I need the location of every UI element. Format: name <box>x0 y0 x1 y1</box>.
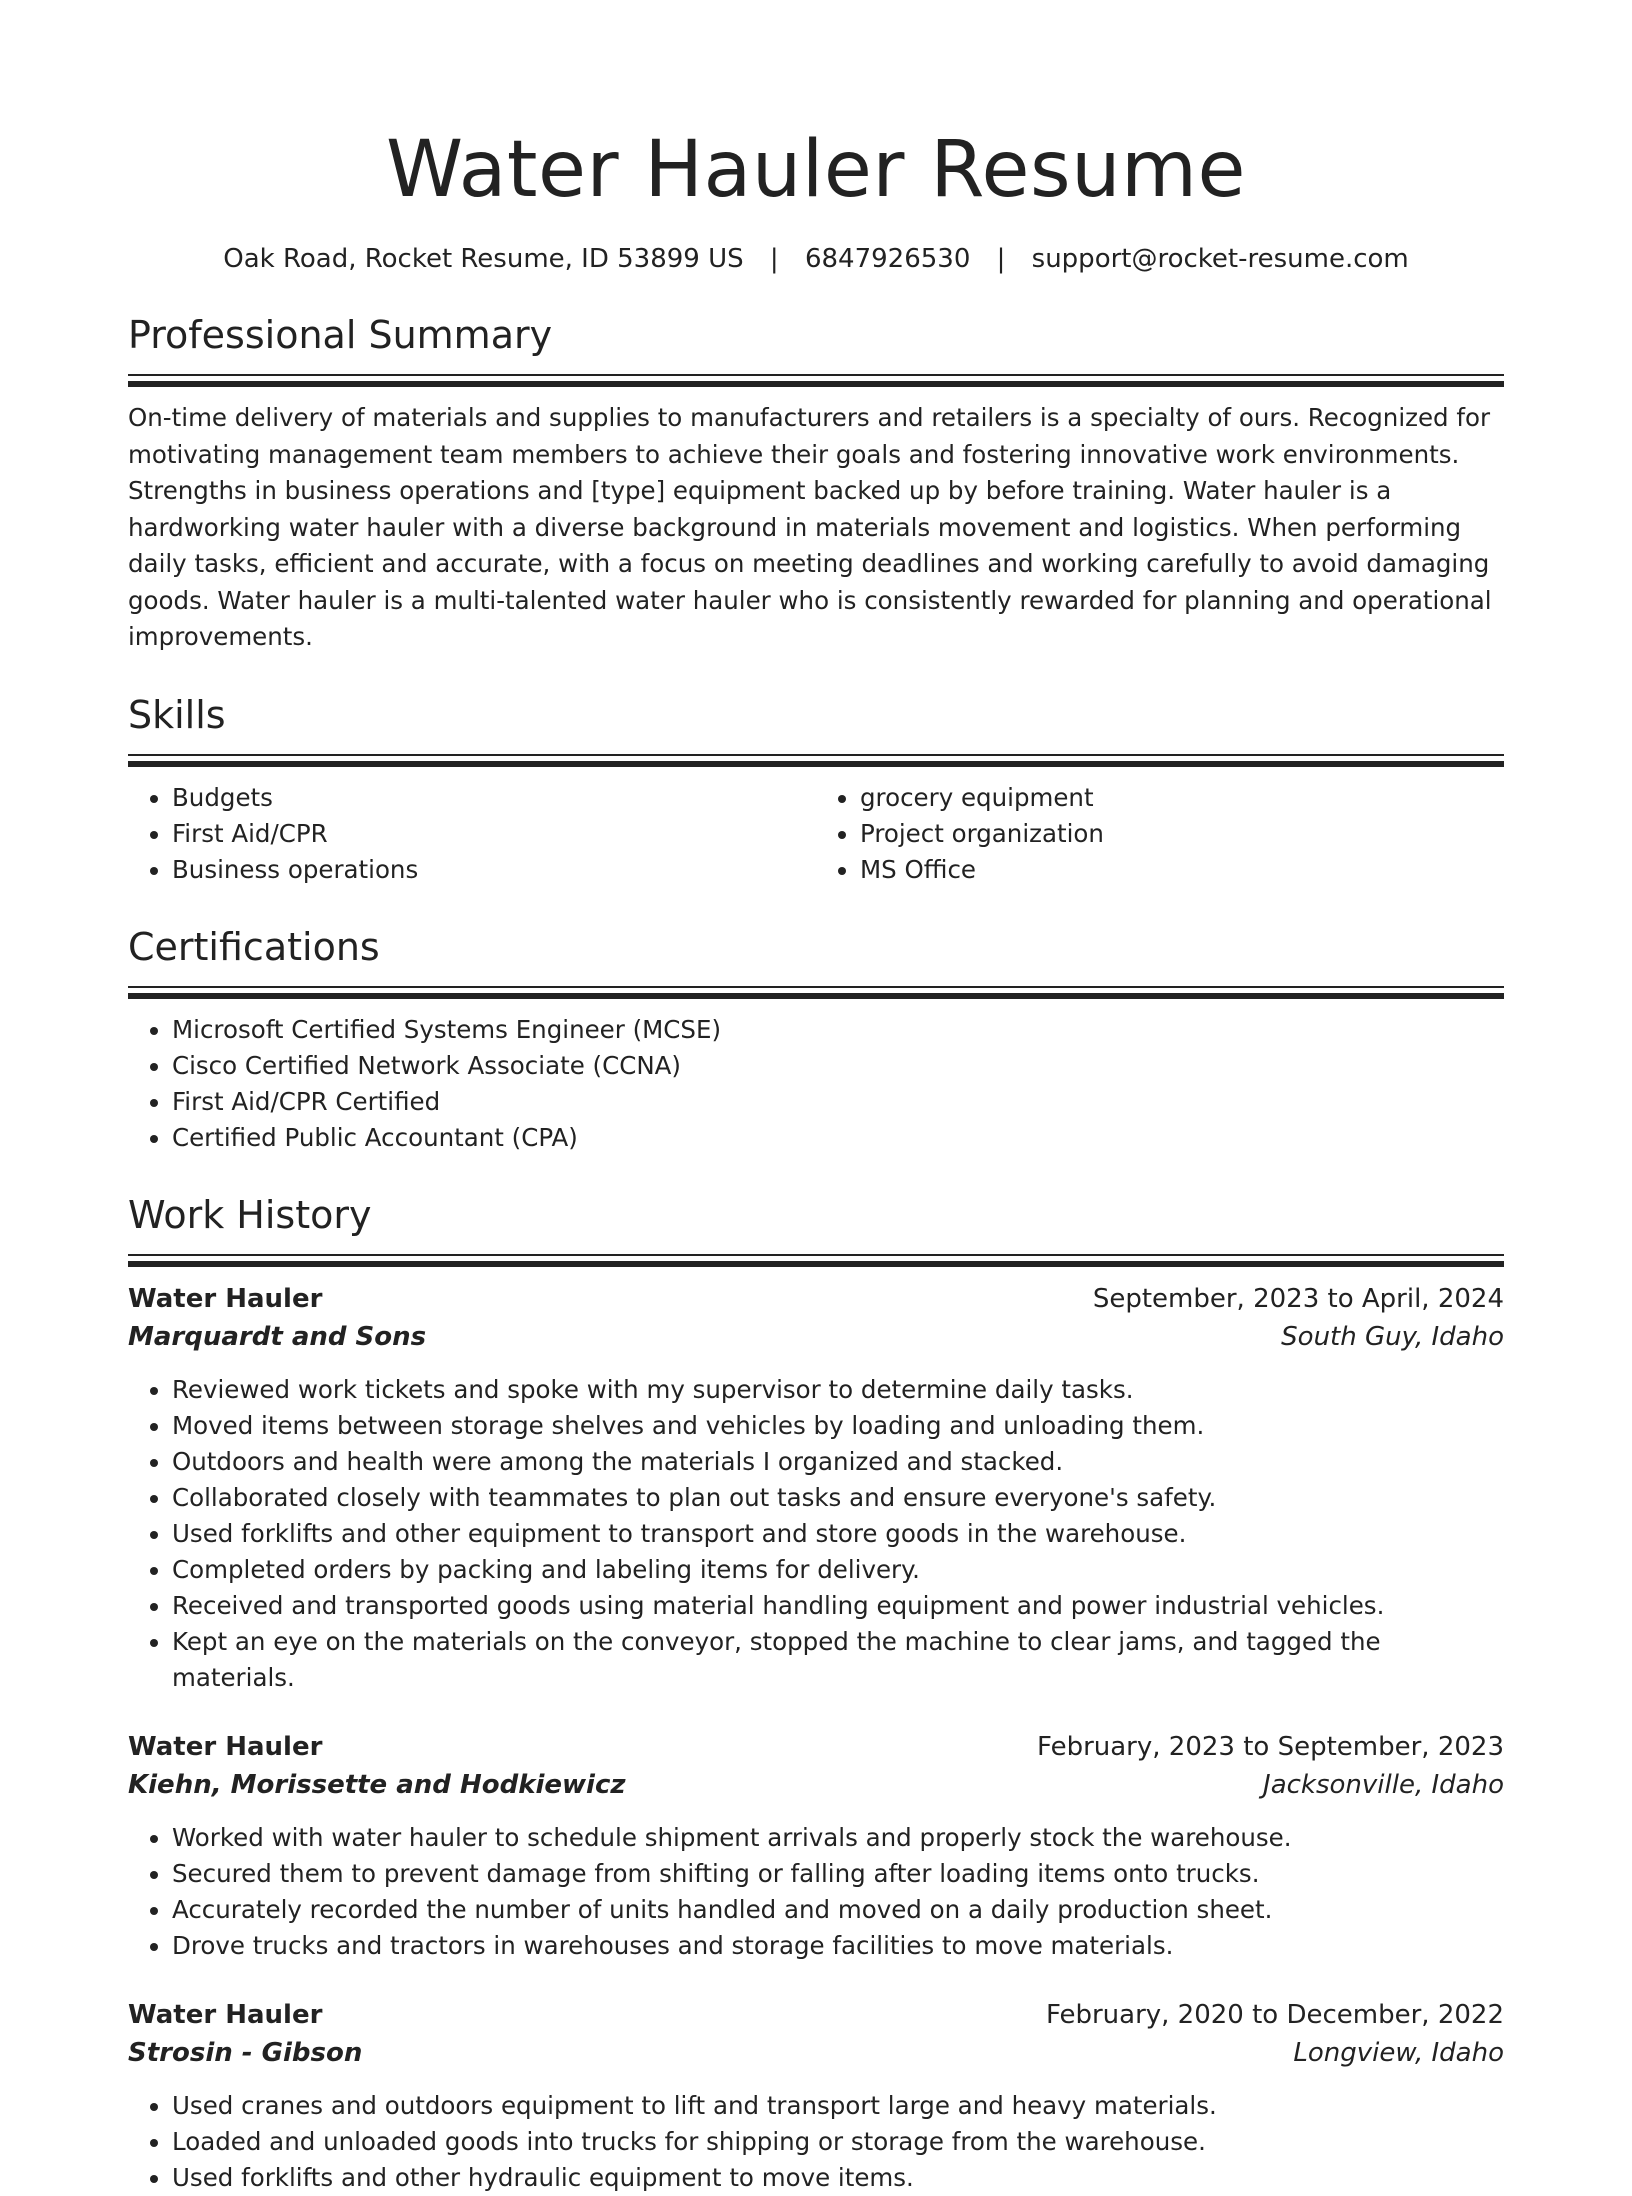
job-title: Water Hauler <box>128 1731 323 1762</box>
section-heading-summary: Professional Summary <box>128 313 553 357</box>
summary-text: On-time delivery of materials and supplies to manufacturers and retailers is a specialty of ours. Recognized for motivating management team members to achieve their goals and fostering innovative work environments. Strengths in business operations and [type] equipment backed up by before training. Water hauler is a hardworking water hauler with a diverse background in materials movement and logistics. When performing daily tasks, efficient and accurate, with a focus on meeting deadlines and working carefully to avoid damaging goods. Water hauler is a multi-talented water hauler who is consistently rewarded for planning and operational improvements. <box>128 403 1492 651</box>
section-divider <box>128 754 1504 766</box>
certifications-section <box>128 922 1504 1156</box>
job-bullets <box>128 2088 1504 2196</box>
job-dates: February, 2023 to September, 2023 <box>1037 1731 1504 1762</box>
job-company: Marquardt and Sons <box>128 1321 427 1352</box>
job-bullet: • Loaded and unloaded goods into trucks for shipping or storage from the warehouse. <box>172 2124 1504 2160</box>
certification-item: • Cisco Certified Network Associate (CCNA) <box>172 1048 1504 1084</box>
skills-section <box>128 690 1504 888</box>
skill-item: • First Aid/CPR <box>172 816 816 852</box>
job-header-row <box>128 1728 1504 1766</box>
job-company: Kiehn, Morissette and Hodkiewicz <box>128 1769 626 1800</box>
job-bullet: • Secured them to prevent damage from shifting or falling after loading items onto trucks. <box>172 1856 1504 1892</box>
job-subheader-row <box>128 1318 1504 1356</box>
job-company: Strosin - Gibson <box>128 2037 363 2068</box>
skill-item: • Business operations <box>172 852 816 888</box>
section-divider <box>128 986 1504 998</box>
job-location: Jacksonville, Idaho <box>1263 1769 1504 1800</box>
skill-item: • Budgets <box>172 780 816 816</box>
job-bullet: • Moved items between storage shelves and vehicles by loading and unloading them. <box>172 1408 1504 1444</box>
work-history-section <box>128 1190 1504 2196</box>
skills-list-left <box>128 780 816 888</box>
job-dates: September, 2023 to April, 2024 <box>1092 1283 1504 1314</box>
job-bullet: • Received and transported goods using material handling equipment and power industrial vehicles. <box>172 1588 1504 1624</box>
job-entry <box>128 1996 1504 2196</box>
job-bullet: • Collaborated closely with teammates to plan out tasks and ensure everyone's safety. <box>172 1480 1504 1516</box>
job-bullet: • Used forklifts and other equipment to transport and store goods in the warehouse. <box>172 1516 1504 1552</box>
section-divider <box>128 1254 1504 1266</box>
section-heading-work-history: Work History <box>128 1192 372 1237</box>
job-location: South Guy, Idaho <box>1281 1321 1504 1352</box>
contact-phone: 6847926530 <box>804 244 971 274</box>
job-header-row <box>128 1280 1504 1318</box>
certification-item: • Certified Public Accountant (CPA) <box>172 1120 1504 1156</box>
job-entry <box>128 1728 1504 1964</box>
contact-email: support@rocket-resume.com <box>1031 244 1409 274</box>
skills-list-right <box>816 780 1504 888</box>
job-dates: February, 2020 to December, 2022 <box>1045 1999 1504 2030</box>
section-divider <box>128 374 1504 386</box>
job-bullets <box>128 1820 1504 1964</box>
job-bullet: • Accurately recorded the number of units handled and moved on a daily production sheet. <box>172 1892 1504 1928</box>
job-bullet: • Outdoors and health were among the materials I organized and stacked. <box>172 1444 1504 1480</box>
contact-line <box>128 242 1504 276</box>
job-location: Longview, Idaho <box>1293 2037 1504 2068</box>
job-bullet: • Worked with water hauler to schedule shipment arrivals and properly stock the warehouse. <box>172 1820 1504 1856</box>
section-heading-skills: Skills <box>128 692 226 737</box>
skill-item: • grocery equipment <box>860 780 1504 816</box>
job-subheader-row <box>128 1766 1504 1804</box>
job-title: Water Hauler <box>128 1999 323 2030</box>
job-subheader-row <box>128 2034 1504 2072</box>
contact-separator: | <box>996 244 1006 274</box>
contact-address: Oak Road, Rocket Resume, ID 53899 US <box>223 244 744 274</box>
contact-separator: | <box>769 244 779 274</box>
resume-title: Water Hauler Resume <box>386 125 1246 215</box>
job-bullet: • Drove trucks and tractors in warehouses and storage facilities to move materials. <box>172 1928 1504 1964</box>
job-entry <box>128 1280 1504 1696</box>
job-header-row <box>128 1996 1504 2034</box>
skills-grid <box>128 780 1504 888</box>
job-bullet: • Reviewed work tickets and spoke with my supervisor to determine daily tasks. <box>172 1372 1504 1408</box>
job-bullet: • Used cranes and outdoors equipment to lift and transport large and heavy materials. <box>172 2088 1504 2124</box>
certifications-list <box>128 1012 1504 1156</box>
job-bullet: • Kept an eye on the materials on the conveyor, stopped the machine to clear jams, and tagged the materials. <box>172 1624 1504 1696</box>
certification-item: • Microsoft Certified Systems Engineer (MCSE) <box>172 1012 1504 1048</box>
summary-section <box>128 310 1504 656</box>
job-bullet: • Used forklifts and other hydraulic equipment to move items. <box>172 2160 1504 2196</box>
certification-item: • First Aid/CPR Certified <box>172 1084 1504 1120</box>
job-bullets <box>128 1372 1504 1696</box>
job-title: Water Hauler <box>128 1283 323 1314</box>
skill-item: • MS Office <box>860 852 1504 888</box>
skill-item: • Project organization <box>860 816 1504 852</box>
section-heading-certifications: Certifications <box>128 924 380 969</box>
job-bullet: • Completed orders by packing and labeling items for delivery. <box>172 1552 1504 1588</box>
